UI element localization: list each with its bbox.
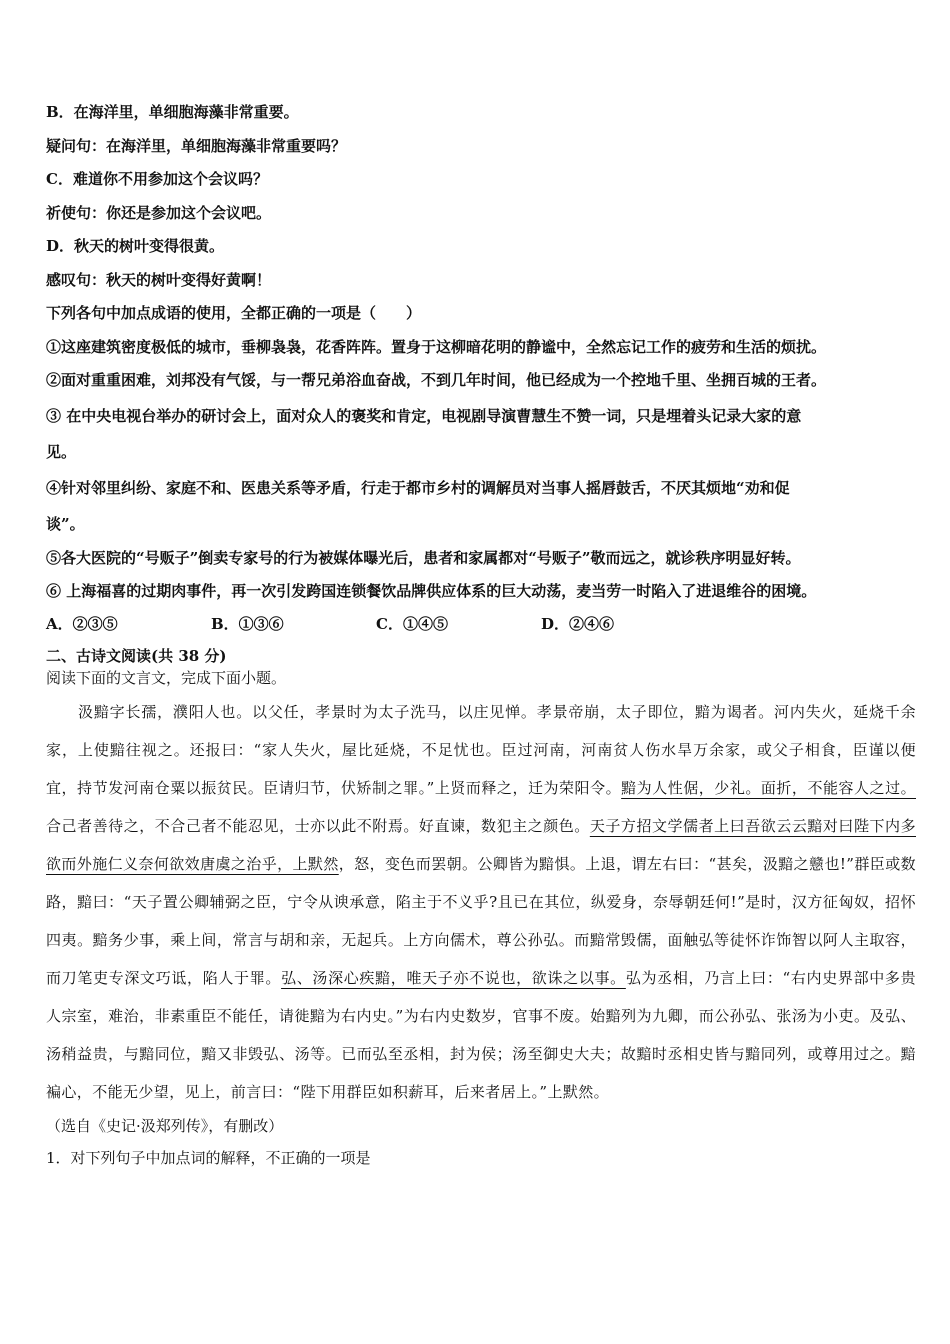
idiom-sentence-1: ①这座建筑密度极低的城市，垂柳袅袅，花香阵阵。置身于这柳暗花明的静谧中，全然忘记工作的疲劳和生活的烦扰。 [46, 337, 827, 356]
passage-part-3: ，怒，变色而罢朝。公卿皆为黯惧。上退，谓左右曰：“甚矣，汲黯之戆也!”群臣或数路，黯曰：“天子置公卿辅弼之臣，宁令从谀承意，陷主于不义乎?且已在其位，纵爱身，奈辱朝廷何!”是时，汉方征匈奴，招怀四夷。黯务少事，乘上间，常言与胡和亲，无起兵。上方向儒术，尊公孙弘。而黯常毁儒，面触弘等徒怀诈饰智以阿人主取容，而刀笔吏专深文巧诋，陷人于罪。 [46, 854, 916, 987]
classical-passage [46, 693, 916, 1111]
idiom-sentence-2: ②面对重重困难，刘邦没有气馁，与一帮兄弟浴血奋战，不到几年时间，他已经成为一个控地千里、坐拥百城的王者。 [46, 371, 827, 389]
example-b-original: B．在海洋里，单细胞海藻非常重要。 [46, 103, 299, 121]
passage-part-4: 弘为丞相，乃言上曰：“右内史界部中多贵人宗室，难治，非素重臣不能任，请徙黯为右内史。”为右内史数岁，官事不废。始黯列为九卿，而公孙弘、张汤为小吏。及弘、汤稍益贵，与黯同位，黯又非毁弘、汤等。已而弘至丞相，封为侯；汤至御史大夫；故黯时丞相史皆与黯同列，或尊用过之。黯褊心，不能无少望，见上，前言曰：“陛下用群臣如积薪耳，后来者居上。”上默然。 [46, 968, 916, 1101]
option-b[interactable]: B．①③⑥ [211, 614, 284, 633]
option-a[interactable]: A．②③⑤ [46, 614, 118, 633]
document-page [46, 96, 916, 1175]
passage-part-2: 合己者善待之，不合己者不能忍见，士亦以此不附焉。好直谏，数犯主之颜色。 [46, 816, 590, 835]
idiom-sentence-3-line-2: 见。 [46, 442, 77, 461]
answer-options [46, 609, 916, 639]
idiom-sentence-5: ⑤各大医院的“号贩子”倒卖专家号的行为被媒体曝光后，患者和家属都对“号贩子”敬而远之，就诊秩序明显好转。 [46, 548, 801, 567]
option-d[interactable]: D．②④⑥ [541, 614, 615, 633]
example-d-original: D．秋天的树叶变得很黄。 [46, 237, 225, 255]
idiom-sentence-3-line-1: ③ 在中央电视台举办的研讨会上，面对众人的褒奖和肯定，电视剧导演曹慧生不赞一词，只是埋着头记录大家的意 [46, 406, 802, 425]
example-b-converted: 疑问句：在海洋里，单细胞海藻非常重要吗？ [46, 136, 347, 155]
section-2-title: 二、古诗文阅读(共 38 分) [46, 646, 227, 665]
underlined-sentence-2: 天子方招文学儒者上曰吾欲云云黯对曰陛下内多欲而外施仁义奈何欲效唐虞之治乎，上默然 [46, 816, 916, 873]
example-c-original: C．难道你不用参加这个会议吗？ [46, 170, 268, 188]
example-d-converted: 感叹句：秋天的树叶变得好黄啊！ [46, 270, 272, 289]
idiom-question-stem: 下列各句中加点成语的使用，全都正确的一项是（ ） [46, 304, 422, 322]
idiom-sentence-4-line-2: 谈”。 [46, 514, 85, 533]
passage-source: （选自《史记·汲郑列传》，有删改） [46, 1116, 284, 1135]
reading-instruction: 阅读下面的文言文，完成下面小题。 [46, 668, 287, 687]
underlined-sentence-1: 黯为人性倨，少礼。面折，不能容人之过。 [621, 778, 916, 797]
option-c[interactable]: C．①④⑤ [376, 614, 448, 633]
idiom-sentence-4-line-1: ④针对邻里纠纷、家庭不和、医患关系等矛盾，行走于都市乡村的调解员对当事人摇唇鼓舌，不厌其烦地“劝和促 [46, 478, 790, 497]
underlined-sentence-3: 弘、汤深心疾黯，唯天子亦不说也，欲诛之以事。 [281, 968, 626, 987]
idiom-sentence-6: ⑥ 上海福喜的过期肉事件，再一次引发跨国连锁餐饮品牌供应体系的巨大动荡，麦当劳一时陷入了进退维谷的困境。 [46, 582, 817, 600]
passage-part-1: 汲黯字长孺，濮阳人也。以父任，孝景时为太子洗马，以庄见惮。孝景帝崩，太子即位，黯为谒者。河内失火，延烧千余家，上使黯往视之。还报曰：“家人失火，屋比延烧，不足忧也。臣过河南，河南贫人伤水旱万余家，或父子相食，臣谨以便宜，持节发河南仓粟以振贫民。臣请归节，伏矫制之罪。”上贤而释之，迁为荣阳令。 [46, 702, 916, 797]
example-c-converted: 祈使句：你还是参加这个会议吧。 [46, 203, 272, 222]
question-1: 1．对下列句子中加点词的解释，不正确的一项是 [46, 1148, 371, 1167]
